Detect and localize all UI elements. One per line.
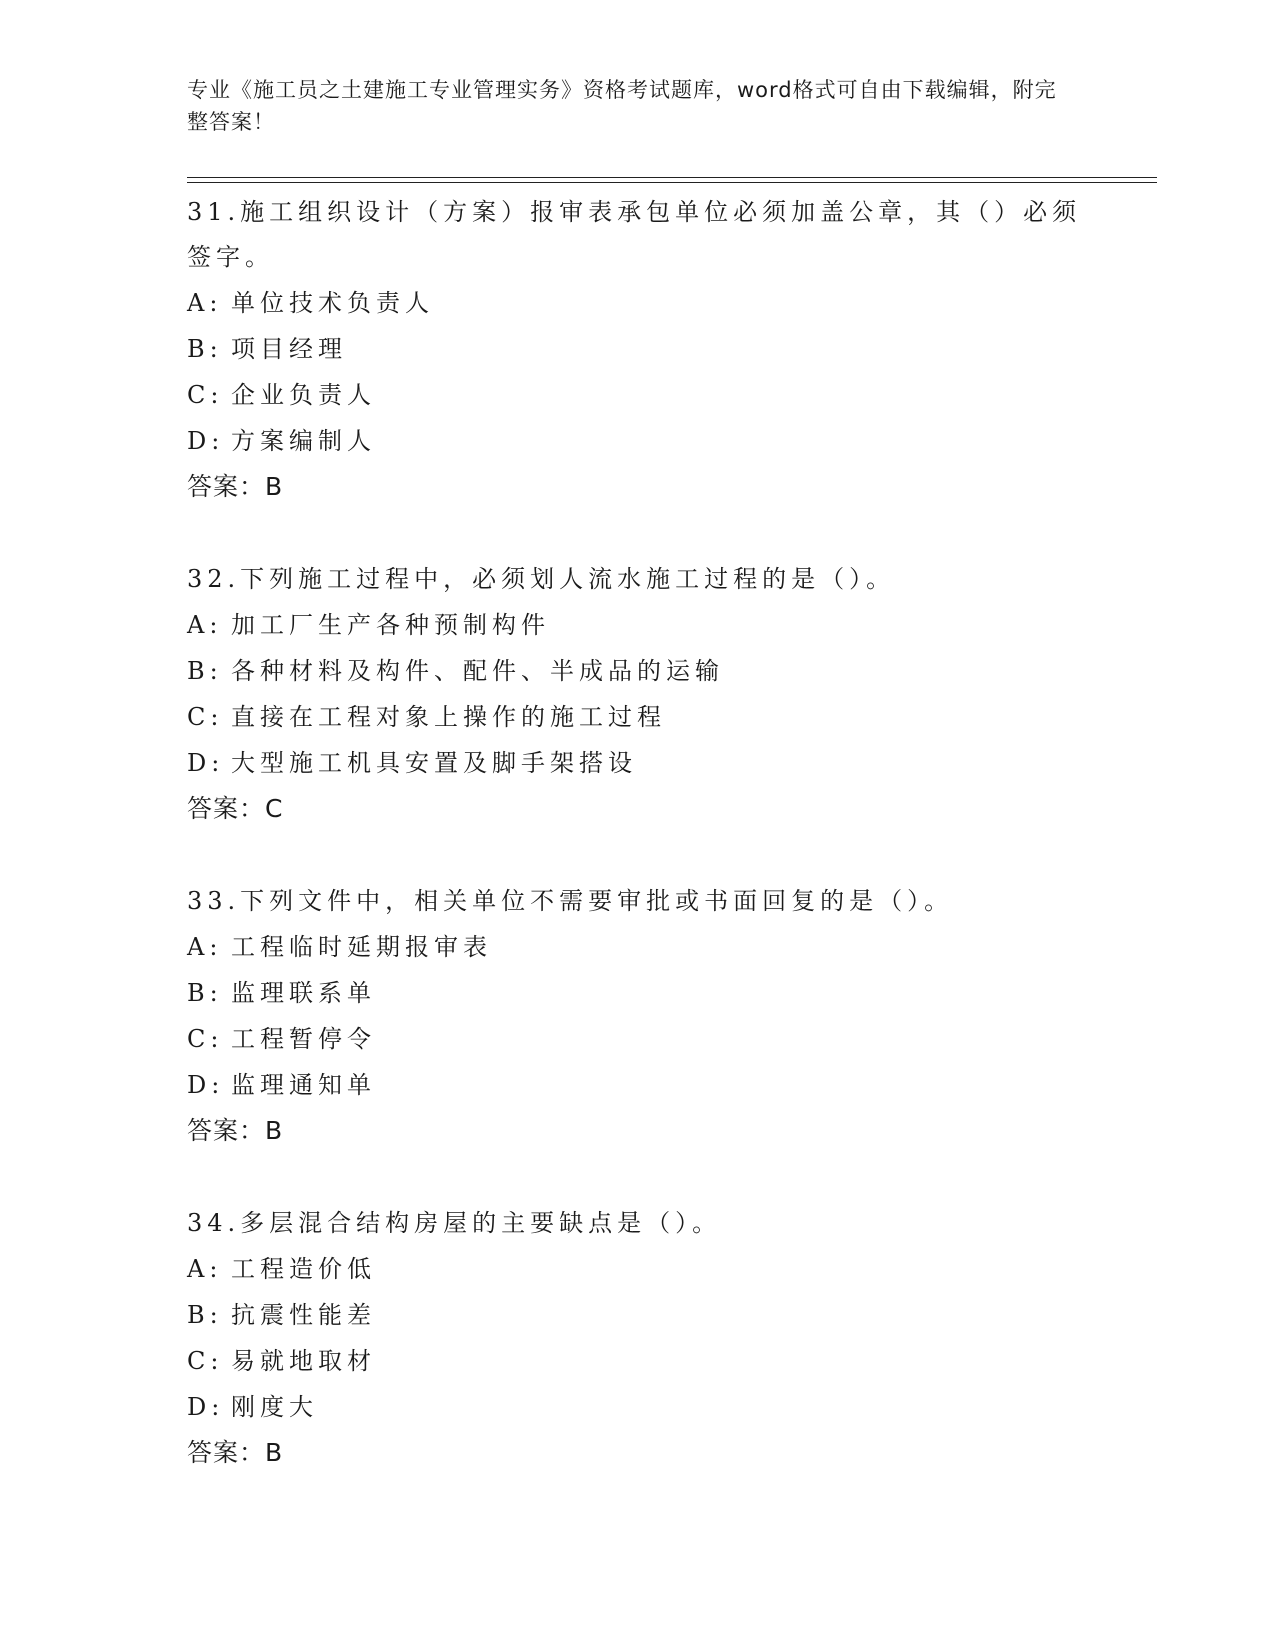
option-b — [187, 970, 1087, 1016]
option-letter: B: — [187, 335, 223, 363]
option-text: 直接在工程对象上操作的施工过程 — [231, 703, 666, 731]
question-text: 33.下列文件中，相关单位不需要审批或书面回复的是（）。 — [187, 887, 954, 915]
option-text: 方案编制人 — [231, 427, 376, 455]
option-a — [187, 280, 1087, 326]
option-text: 工程临时延期报审表 — [231, 933, 492, 961]
option-d — [187, 1062, 1087, 1108]
option-c — [187, 372, 1087, 418]
option-text: 工程造价低 — [231, 1255, 376, 1283]
answer-label: 答案： — [187, 1116, 266, 1145]
answer-label: 答案： — [187, 1438, 266, 1467]
option-text: 监理联系单 — [231, 979, 376, 1007]
option-text: 抗震性能差 — [231, 1301, 376, 1329]
option-letter: A: — [187, 289, 223, 317]
option-letter: D: — [187, 427, 225, 455]
option-d — [187, 418, 1087, 464]
option-text: 加工厂生产各种预制构件 — [231, 611, 550, 639]
option-d — [187, 1384, 1087, 1430]
option-text: 单位技术负责人 — [231, 289, 434, 317]
option-text: 工程暂停令 — [231, 1025, 376, 1053]
answer-label: 答案： — [187, 472, 266, 501]
answer-line — [187, 1108, 1087, 1154]
option-a — [187, 602, 1087, 648]
answer-value: B — [265, 1116, 284, 1145]
option-letter: C: — [187, 703, 224, 731]
question-31 — [187, 190, 1087, 510]
option-letter: A: — [187, 1255, 223, 1283]
answer-value: B — [265, 472, 284, 501]
option-c — [187, 1016, 1087, 1062]
answer-line — [187, 1430, 1087, 1476]
question-34 — [187, 1201, 1087, 1476]
question-text: 34.多层混合结构房屋的主要缺点是（）。 — [187, 1209, 722, 1237]
question-text: 32.下列施工过程中，必须划人流水施工过程的是（）。 — [187, 565, 896, 593]
option-letter: A: — [187, 933, 223, 961]
option-a — [187, 1246, 1087, 1292]
option-letter: C: — [187, 1347, 224, 1375]
question-33 — [187, 879, 1087, 1154]
option-text: 大型施工机具安置及脚手架搭设 — [231, 749, 637, 777]
question-32 — [187, 557, 1087, 832]
answer-label: 答案： — [187, 794, 266, 823]
option-text: 项目经理 — [231, 335, 347, 363]
option-d — [187, 740, 1087, 786]
option-text: 企业负责人 — [231, 381, 376, 409]
option-text: 易就地取材 — [231, 1347, 376, 1375]
answer-line — [187, 786, 1087, 832]
option-text: 各种材料及构件、配件、半成品的运输 — [231, 657, 724, 685]
option-a — [187, 924, 1087, 970]
answer-value: B — [265, 1438, 284, 1467]
option-text: 监理通知单 — [231, 1071, 376, 1099]
option-letter: D: — [187, 1071, 225, 1099]
option-letter: B: — [187, 657, 223, 685]
header-divider-bottom — [187, 182, 1157, 183]
option-letter: B: — [187, 979, 223, 1007]
option-letter: D: — [187, 1393, 225, 1421]
option-c — [187, 694, 1087, 740]
option-letter: C: — [187, 1025, 224, 1053]
option-letter: C: — [187, 381, 224, 409]
option-text: 刚度大 — [231, 1393, 318, 1421]
header-divider-top — [187, 177, 1157, 178]
question-text: 31.施工组织设计（方案）报审表承包单位必须加盖公章，其（）必须签字。 — [187, 198, 1082, 271]
option-c — [187, 1338, 1087, 1384]
answer-value: C — [265, 794, 284, 823]
option-b — [187, 326, 1087, 372]
document-header: 专业《施工员之土建施工专业管理实务》资格考试题库，word格式可自由下载编辑，附完整答案！ — [187, 78, 1057, 134]
option-letter: B: — [187, 1301, 223, 1329]
answer-line — [187, 464, 1087, 510]
option-b — [187, 1292, 1087, 1338]
option-letter: A: — [187, 611, 223, 639]
option-b — [187, 648, 1087, 694]
option-letter: D: — [187, 749, 225, 777]
question-list — [187, 190, 1087, 1523]
